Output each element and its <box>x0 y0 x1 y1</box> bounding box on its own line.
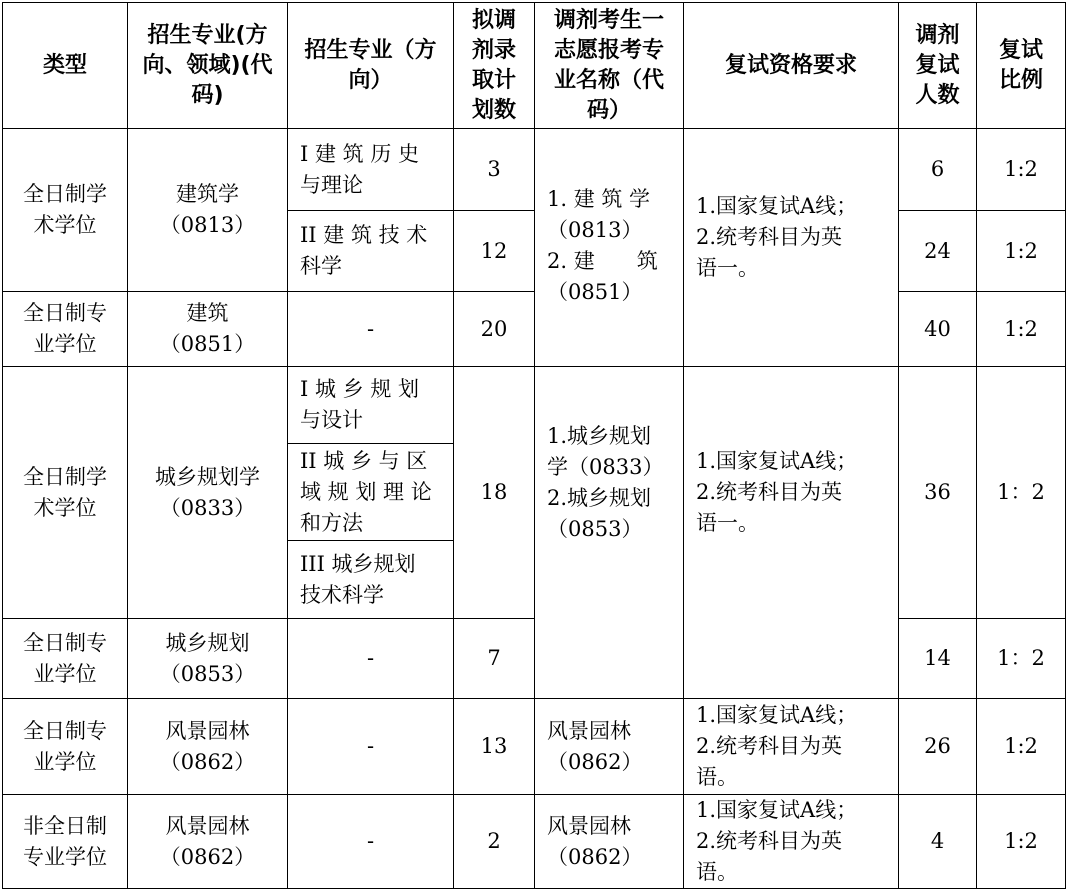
cell-retest-count: 6 <box>930 157 945 181</box>
cell-type: 全日制专 业学位 <box>23 301 107 356</box>
cell-direction: I 城 乡 规 划 与设计 <box>300 377 419 432</box>
cell-ratio: 1:2 <box>1004 829 1038 853</box>
cell-major: 建筑 （0851） <box>159 301 256 356</box>
cell-retest-count: 14 <box>924 646 951 670</box>
cell-ratio: 1：2 <box>997 480 1045 504</box>
cell-ratio: 1:2 <box>1004 316 1038 341</box>
cell-requirements: 1.国家复试A线； 2.统考科目为英 语一。 <box>696 449 858 535</box>
header-retest-count: 调剂 复试 人数 <box>915 22 960 108</box>
cell-plan: 13 <box>480 734 508 758</box>
cell-major: 建筑学 （0813） <box>159 182 256 237</box>
cell-direction: - <box>366 316 375 341</box>
cell-type: 全日制专 业学位 <box>23 630 107 686</box>
cell-type: 全日制专 业学位 <box>23 718 107 774</box>
cell-direction: I 建 筑 历 史 与理论 <box>300 141 419 197</box>
cell-direction: - <box>366 646 375 670</box>
cell-retest-count: 26 <box>924 734 951 758</box>
header-first-choice: 调剂考生一 志愿报考专 业名称（代 码） <box>553 7 664 123</box>
cell-first-choice: 1.城乡规划 学（0833） 2.城乡规划 （0853） <box>547 423 664 541</box>
cell-requirements: 1.国家复试A线； 2.统考科目为英 语一。 <box>696 194 858 280</box>
cell-type: 非全日制 专业学位 <box>23 813 107 869</box>
cell-ratio: 1:2 <box>1004 238 1038 263</box>
header-plan: 拟调 剂录 取计 划数 <box>471 7 516 123</box>
header-requirements: 复试资格要求 <box>724 52 857 78</box>
cell-type: 全日制学 术学位 <box>23 464 107 520</box>
cell-retest-count: 40 <box>924 316 951 341</box>
cell-plan: 20 <box>480 316 508 341</box>
cell-direction: II 城 乡 与 区 域 规 划 理 论 和方法 <box>300 448 432 535</box>
cell-requirements: 1.国家复试A线； 2.统考科目为英 语。 <box>696 798 858 884</box>
cell-direction: II 建 筑 技 术 科学 <box>300 223 428 278</box>
cell-ratio: 1:2 <box>1004 734 1038 758</box>
cell-major: 风景园林 （0862） <box>159 813 256 869</box>
header-major-code: 招生专业(方 向、领域)(代 码) <box>142 22 273 108</box>
cell-major: 风景园林 （0862） <box>159 718 256 774</box>
cell-major: 城乡规划 （0853） <box>159 630 256 686</box>
cell-requirements: 1.国家复试A线； 2.统考科目为英 语。 <box>696 703 858 789</box>
cell-plan: 2 <box>487 829 501 853</box>
cell-retest-count: 24 <box>924 238 951 263</box>
cell-major: 城乡规划学 （0833） <box>155 464 260 520</box>
header-direction: 招生专业（方 向） <box>304 37 437 93</box>
cell-retest-count: 4 <box>930 829 945 853</box>
cell-first-choice: 风景园林 （0862） <box>547 718 643 774</box>
cell-retest-count: 36 <box>924 480 951 504</box>
cell-plan: 7 <box>487 646 501 670</box>
cell-direction: - <box>366 734 375 758</box>
cell-ratio: 1：2 <box>997 646 1045 670</box>
cell-direction: III 城乡规划 技术科学 <box>300 551 416 607</box>
header-type: 类型 <box>42 52 87 78</box>
cell-first-choice: 1. 建 筑 学 （0813） 2. 建 筑 （0851） <box>547 187 658 304</box>
cell-plan: 3 <box>487 157 501 181</box>
cell-type: 全日制学 术学位 <box>23 182 107 237</box>
cell-direction: - <box>366 829 375 853</box>
cell-plan: 18 <box>480 480 508 504</box>
cell-first-choice: 风景园林 （0862） <box>547 813 643 869</box>
cell-ratio: 1:2 <box>1004 157 1038 181</box>
cell-plan: 12 <box>480 238 508 263</box>
header-ratio: 复试 比例 <box>998 37 1043 93</box>
